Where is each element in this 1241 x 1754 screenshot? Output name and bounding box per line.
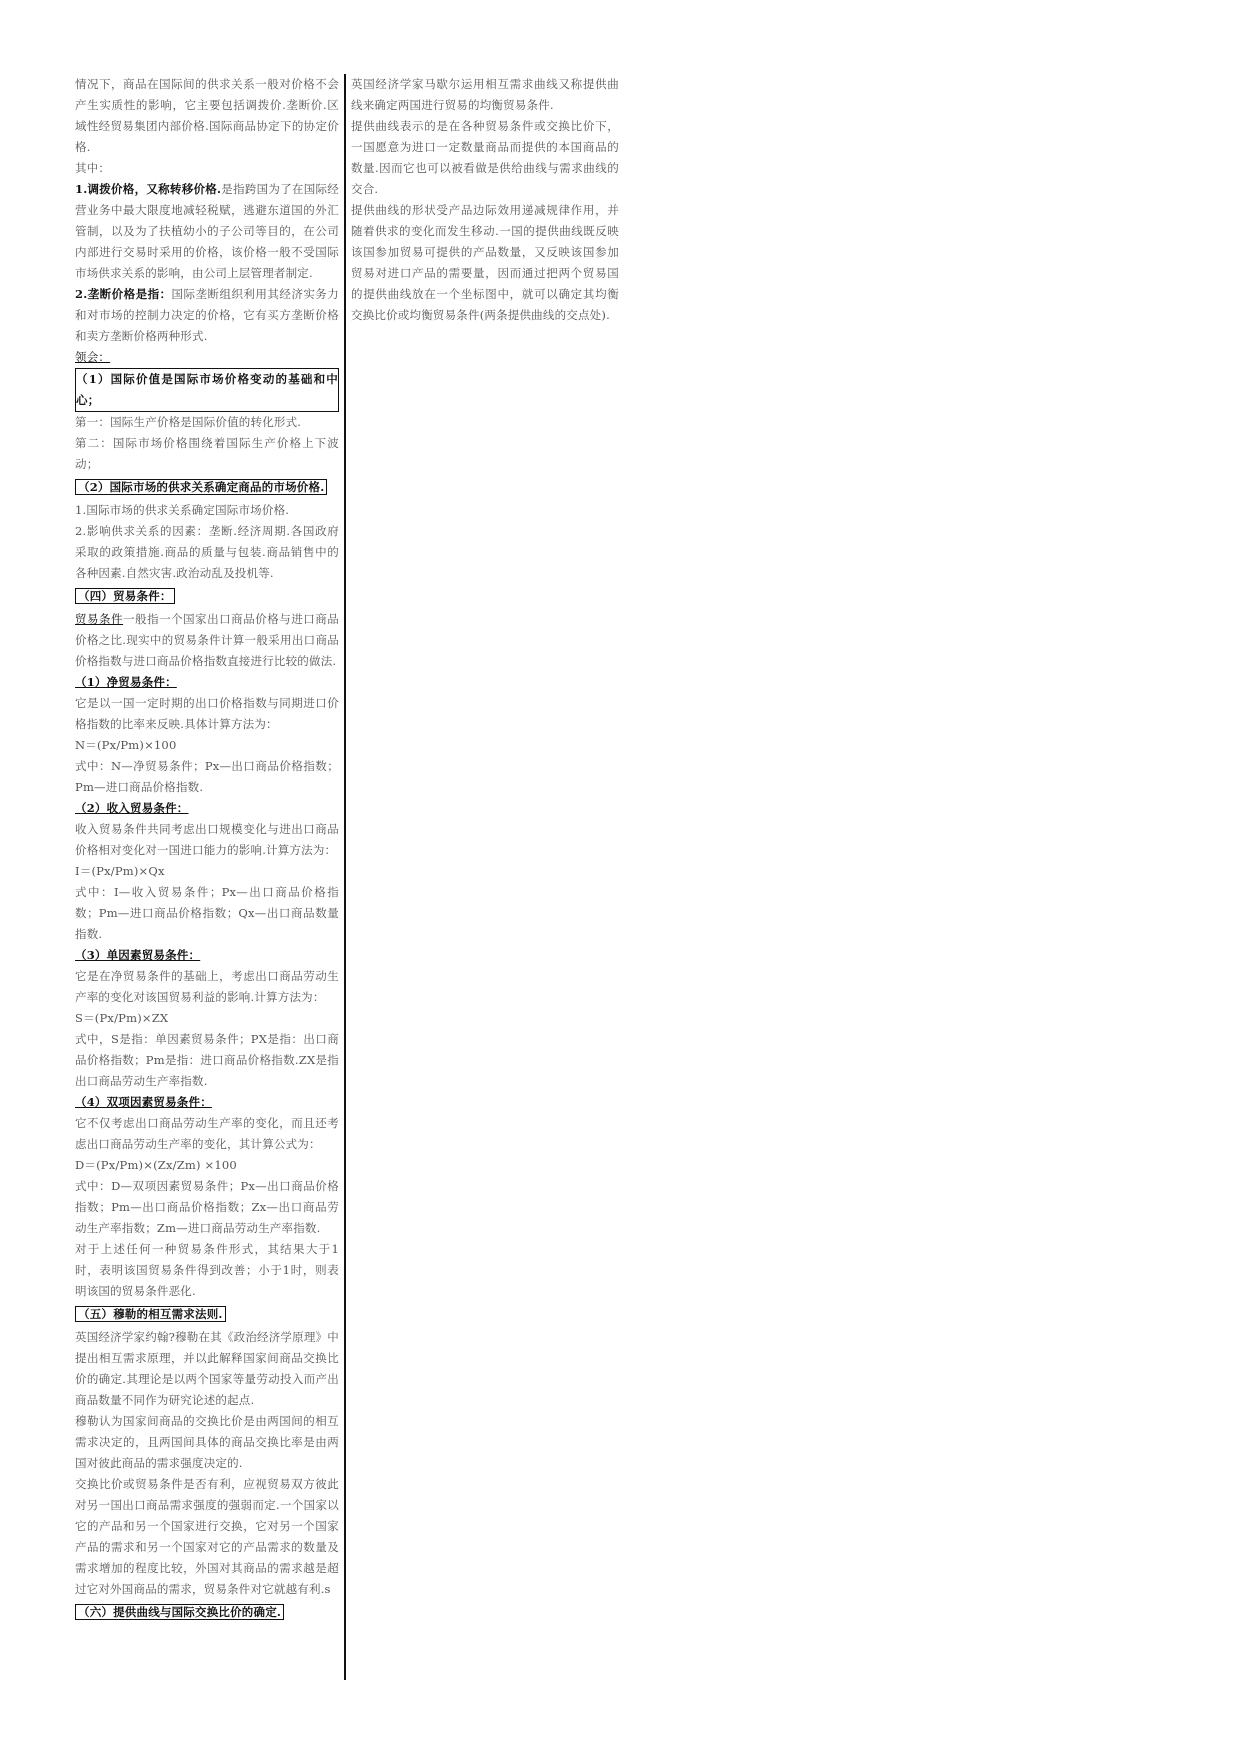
subsection-heading: [75, 798, 339, 819]
paragraph: 式中：D—双项因素贸易条件；Px—出口商品价格指数；Pm—出口商品价格指数；Zx—出口商品劳动生产率指数；Zm—进口商品劳动生产率指数.: [75, 1179, 339, 1235]
paragraph: I＝(Px/Pm)×Qx: [75, 864, 165, 878]
paragraph: 英国经济学家马歇尔运用相互需求曲线又称提供曲线来确定两国进行贸易的均衡贸易条件.: [351, 77, 619, 112]
term-definition: 是指跨国为了在国际经营业务中最大限度地减轻税赋，逃避东道国的外汇管制，以及为了扶植幼小的子公司等目的，在公司内部进行交易时采用的价格，该价格一般不受国际市场供求关系的影响，由公司上层管理者制定.: [75, 182, 340, 280]
boxed-heading: （1）国际价值是国际市场价格变动的基础和中心；: [75, 368, 339, 412]
paragraph: 它不仅考虑出口商品劳动生产率的变化，而且还考虑出口商品劳动生产率的变化，其计算公式为：: [75, 1116, 339, 1151]
paragraph: 提供曲线表示的是在各种贸易条件或交换比价下，一国愿意为进口一定数量商品而提供的本国商品的数量.因而它也可以被看做是供给曲线与需求曲线的交合.: [351, 119, 619, 196]
column-divider: [344, 74, 346, 1680]
paragraph: 交换比价或贸易条件是否有利，应视贸易双方彼此对另一国出口商品需求强度的强弱而定.一个国家以它的产品和另一个国家进行交换，它对另一个国家产品的需求和另一个国家对它的产品需求的数量及需求增加的程度比较，外国对其商品的需求越是超过它对外国商品的需求，贸易条件对它就越有利.s: [75, 1477, 339, 1596]
paragraph: 其中：: [75, 161, 111, 175]
subsection-heading-text: （4）双项因素贸易条件：: [75, 1095, 212, 1109]
paragraph: 穆勒认为国家间商品的交换比价是由两国间的相互需求决定的，且两国间具体的商品交换比率是由两国对彼此商品的需求强度决定的.: [75, 1414, 339, 1470]
boxed-heading: [75, 1304, 339, 1325]
paragraph: 对于上述任何一种贸易条件形式，其结果大于1时，表明该国贸易条件得到改善；小于1时，则表明该国的贸易条件恶化.: [75, 1242, 339, 1298]
boxed-heading-text: （六）提供曲线与国际交换比价的确定.: [75, 1604, 284, 1620]
paragraph: 它是在净贸易条件的基础上，考虑出口商品劳动生产率的变化对该国贸易利益的影响.计算方法为：: [75, 969, 339, 1004]
boxed-heading-text: （五）穆勒的相互需求法则.: [75, 1306, 226, 1322]
term-label: 贸易条件: [75, 612, 124, 626]
subsection-heading: [75, 672, 339, 693]
subsection-heading: [75, 1092, 339, 1113]
paragraph: 第二：国际市场价格围绕着国际生产价格上下波动；: [75, 436, 339, 471]
boxed-heading-text: （四）贸易条件：: [75, 588, 175, 604]
subsection-heading: [75, 945, 339, 966]
paragraph: 收入贸易条件共同考虑出口规模变化与进出口商品价格相对变化对一国进口能力的影响.计算方法为：: [75, 822, 339, 857]
subsection-heading-text: （1）净贸易条件：: [75, 675, 177, 689]
subsection-heading-text: （2）收入贸易条件：: [75, 801, 189, 815]
paragraph: 情况下，商品在国际间的供求关系一般对价格不会产生实质性的影响，它主要包括调拨价.垄断价.区域性经贸易集团内部价格.国际商品协定下的协定价格.: [75, 77, 339, 154]
boxed-heading: [75, 477, 339, 498]
term-definition: 国际垄断组织利用其经济实务力和对市场的控制力决定的价格，它有买方垄断价格和卖方垄断价格两种形式.: [75, 287, 339, 343]
paragraph: 第一：国际生产价格是国际价值的转化形式.: [75, 415, 302, 429]
paragraph: 提供曲线的形状受产品边际效用递减规律作用，并随着供求的变化而发生移动.一国的提供曲线既反映该国参加贸易可提供的产品数量，又反映该国参加贸易对进口产品的需要量，因而通过把两个贸易国的提供曲线放在一个坐标图中，就可以确定其均衡交换比价或均衡贸易条件(两条提供曲线的交点处).: [351, 203, 619, 322]
paragraph: 它是以一国一定时期的出口价格指数与同期进口价格指数的比率来反映.具体计算方法为：: [75, 696, 339, 731]
boxed-heading: [75, 1602, 339, 1623]
term-label: 2.垄断价格是指：: [75, 287, 172, 301]
definition-paragraph: [75, 179, 339, 284]
term-definition: 一般指一个国家出口商品价格与进口商品价格之比.现实中的贸易条件计算一般采用出口商品价格指数与进口商品价格指数直接进行比较的做法.: [75, 612, 339, 668]
paragraph: S＝(Px/Pm)×ZX: [75, 1011, 169, 1025]
paragraph: 1.国际市场的供求关系确定国际市场价格.: [75, 503, 290, 517]
definition-paragraph: [75, 609, 339, 672]
term-label: 1.调拨价格，又称转移价格.: [75, 182, 222, 196]
section-label: [75, 347, 339, 368]
right-text-column: [351, 74, 619, 326]
definition-paragraph: [75, 284, 339, 347]
subsection-heading-text: （3）单因素贸易条件：: [75, 948, 201, 962]
paragraph: 英国经济学家约翰?穆勒在其《政治经济学原理》中提出相互需求原理，并以此解释国家间商品交换比价的确定.其理论是以两个国家等量劳动投入而产出商品数量不同作为研究论述的起点.: [75, 1330, 339, 1407]
boxed-heading-text: （2）国际市场的供求关系确定商品的市场价格.: [75, 479, 327, 495]
paragraph: 式中：I—收入贸易条件；Px—出口商品价格指数；Pm—进口商品价格指数；Qx—出口商品数量指数.: [75, 885, 339, 941]
section-label-text: 领会：: [75, 350, 111, 364]
paragraph: 式中，S是指：单因素贸易条件；PX是指：出口商品价格指数；Pm是指：进口商品价格指数.ZX是指出口商品劳动生产率指数.: [75, 1032, 339, 1088]
left-text-column: [75, 74, 339, 1625]
paragraph: N＝(Px/Pm)×100: [75, 738, 177, 752]
paragraph: 式中：N—净贸易条件；Px—出口商品价格指数；Pm—进口商品价格指数.: [75, 759, 339, 794]
boxed-heading: [75, 586, 339, 607]
paragraph: D＝(Px/Pm)×(Zx/Zm) ×100: [75, 1158, 237, 1172]
paragraph: 2.影响供求关系的因素：垄断.经济周期.各国政府采取的政策措施.商品的质量与包装.商品销售中的各种因素.自然灾害.政治动乱及投机等.: [75, 524, 339, 580]
